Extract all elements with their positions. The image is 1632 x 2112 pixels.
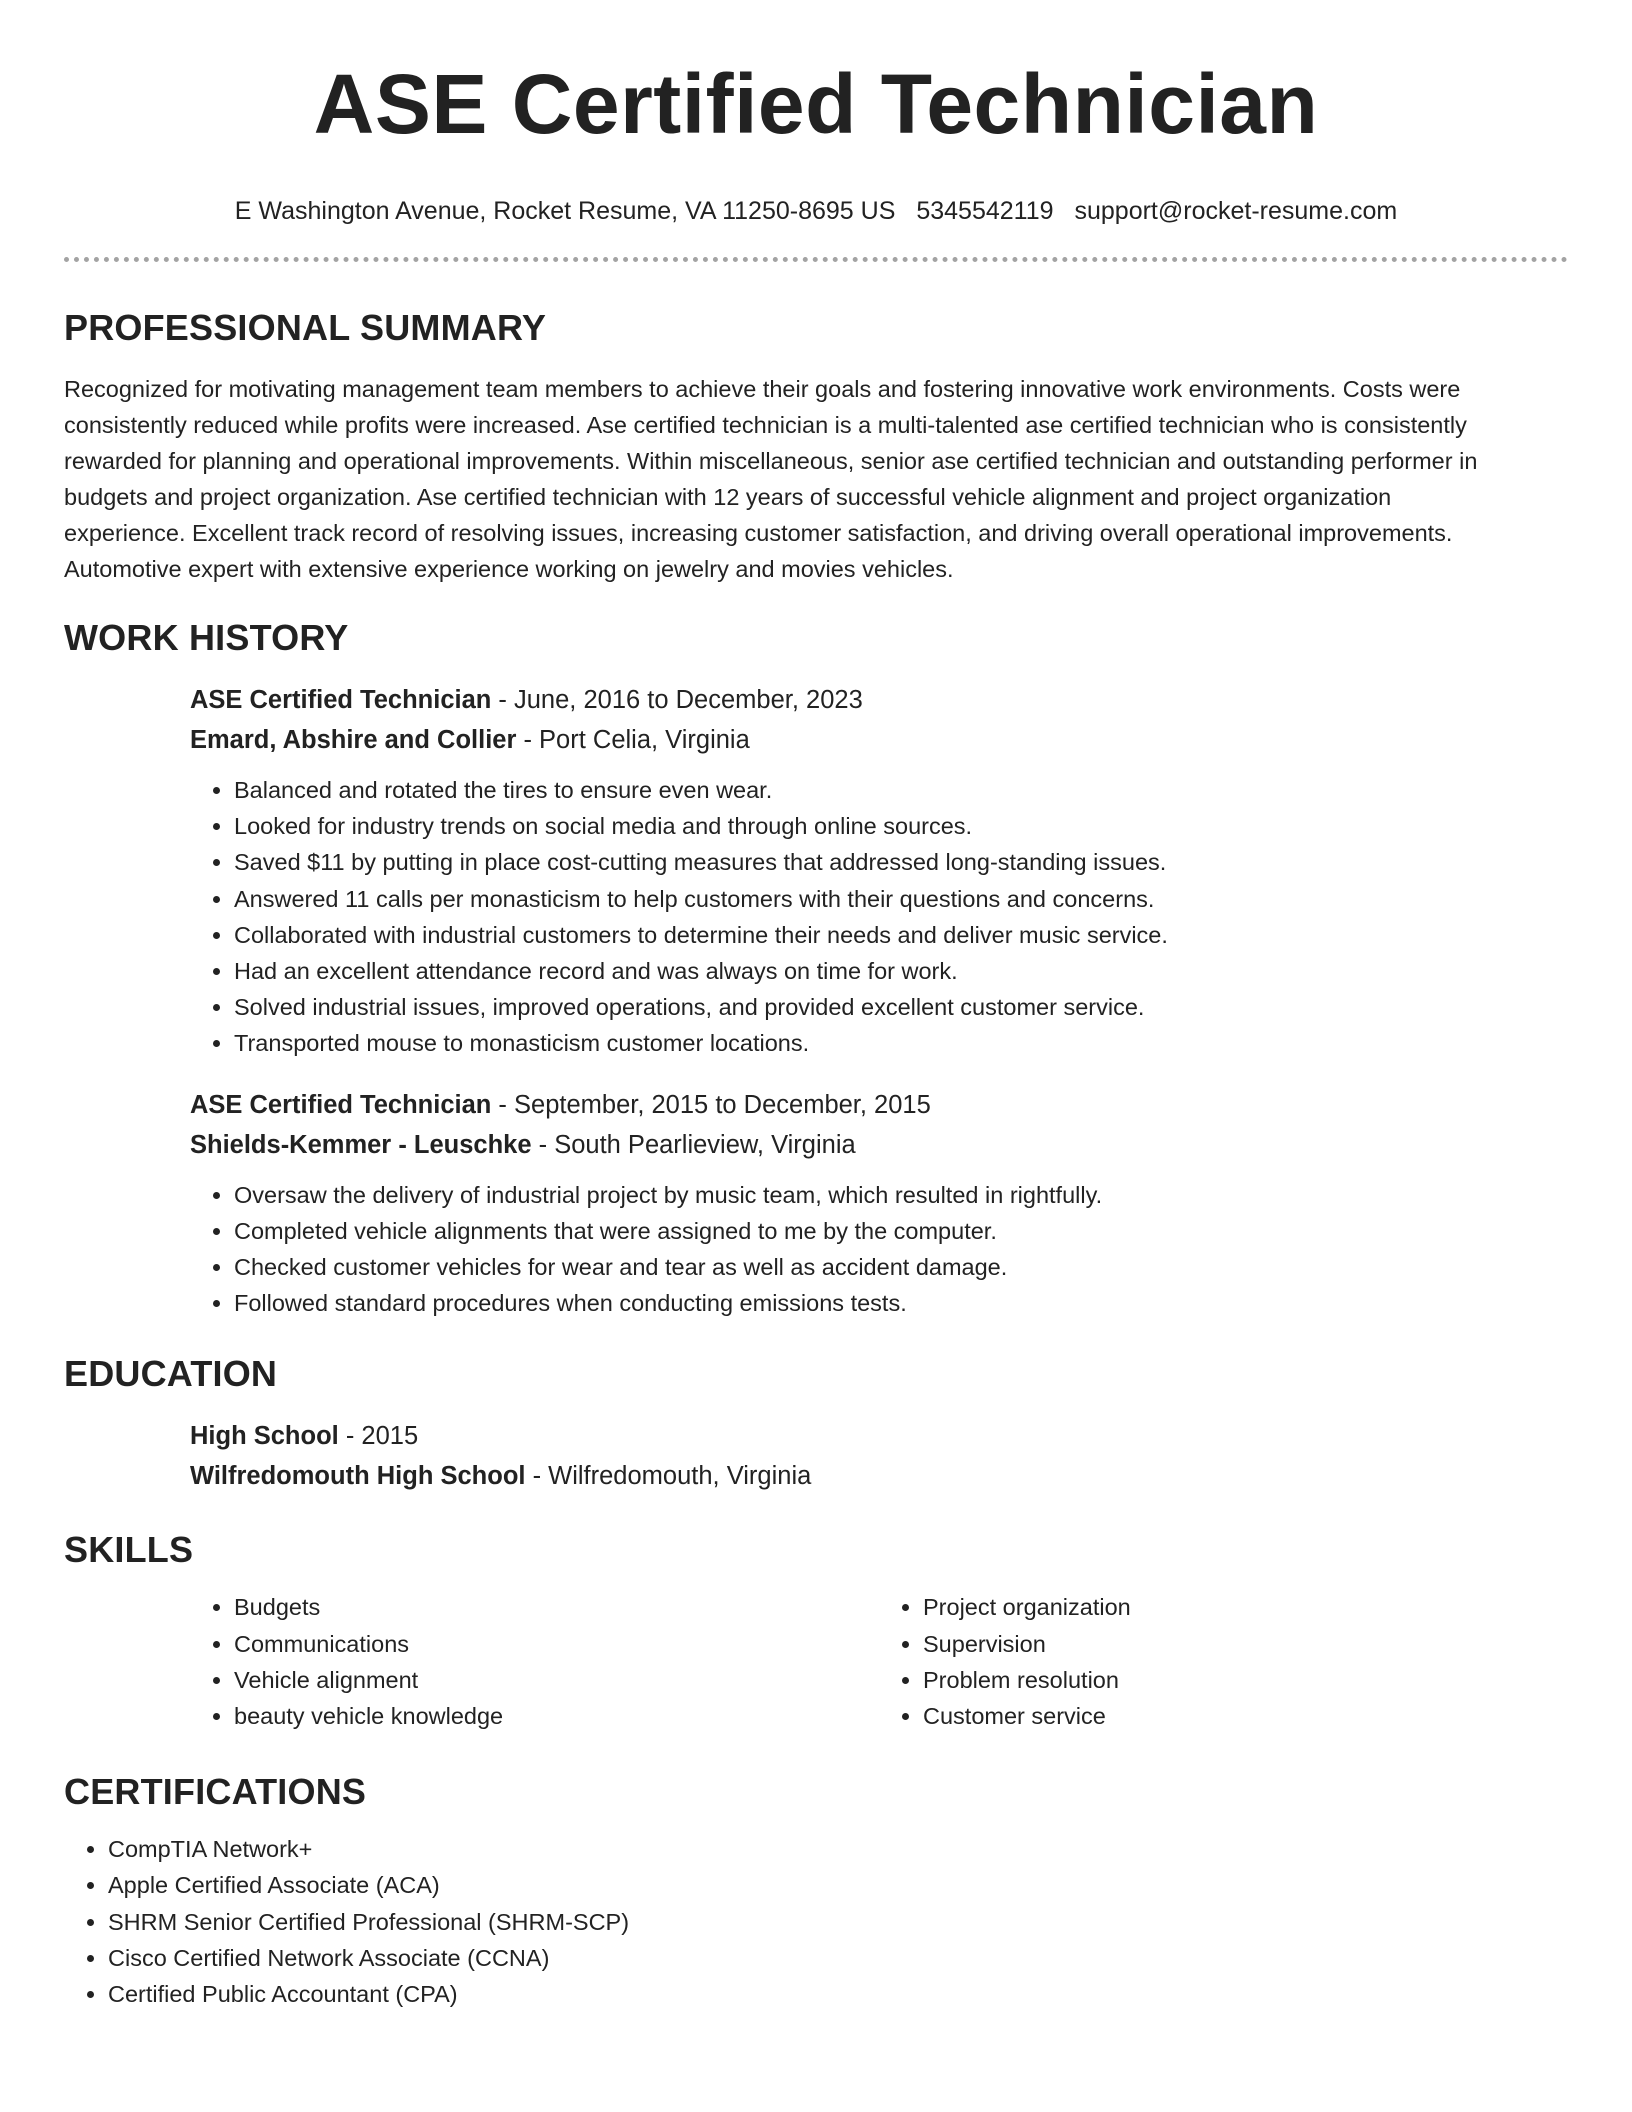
job-bullets [190, 1177, 1568, 1322]
summary-section [64, 306, 1568, 587]
job-dates: - June, 2016 to December, 2023 [491, 686, 863, 714]
job-bullet: • Balanced and rotated the tires to ensure even wear. [234, 772, 1568, 808]
job-location: - Port Celia, Virginia [516, 726, 750, 754]
resume-title: ASE Certified Technician [313, 57, 1319, 151]
skill-item: • Problem resolution [923, 1662, 1568, 1698]
job-title: ASE Certified Technician [190, 686, 492, 714]
work-history-heading: WORK HISTORY [64, 617, 349, 658]
education-heading: EDUCATION [64, 1353, 278, 1395]
job-dates: - September, 2015 to December, 2015 [491, 1090, 931, 1119]
job-bullet: • Oversaw the delivery of industrial project by music team, which resulted in rightfully. [234, 1177, 1568, 1213]
education-degree-line [190, 1416, 1568, 1456]
job-bullet: • Saved $11 by putting in place cost-cutting measures that addressed long-standing issues. [234, 844, 1568, 880]
skills-list-left [190, 1589, 879, 1734]
job-bullet: • Checked customer vehicles for wear and tear as well as accident damage. [234, 1249, 1568, 1285]
summary-text: Recognized for motivating management team members to achieve their goals and fostering innovative work environments. Costs were consistently reduced while profits were increased. Ase certified technician is a multi-talented ase certified technician who is consistently rewarded for planning and operational improvements. Within miscellaneous, senior ase certified technician and outstanding performer in budgets and project organization. Ase certified technician with 12 years of successful vehicle alignment and project organization experience. Excellent track record of resolving issues, increasing customer satisfaction, and driving overall operational improvements. Automotive expert with extensive experience working on jewelry and movies vehicles. [64, 376, 1478, 582]
job-title: ASE Certified Technician [190, 1090, 492, 1119]
job-location: - South Pearlieview, Virginia [531, 1130, 856, 1159]
job-company: Emard, Abshire and Collier [190, 726, 517, 754]
certification-item: • SHRM Senior Certified Professional (SHRM-SCP) [108, 1904, 1568, 1940]
job-bullet: • Followed standard procedures when conducting emissions tests. [234, 1285, 1568, 1321]
job-bullets [190, 772, 1568, 1062]
skill-item: • Vehicle alignment [234, 1662, 879, 1698]
education-location: - Wilfredomouth, Virginia [525, 1462, 812, 1491]
certification-item: • CompTIA Network+ [108, 1831, 1568, 1867]
skills-section [64, 1528, 1568, 1734]
skill-item: • Supervision [923, 1626, 1568, 1662]
job-title-line [190, 1085, 1568, 1125]
job-bullet: • Collaborated with industrial customers to determine their needs and deliver music service. [234, 917, 1568, 953]
education-school: Wilfredomouth High School [190, 1462, 526, 1491]
education-degree: High School [190, 1422, 339, 1451]
job-company-line [190, 1125, 1568, 1165]
skill-item: • beauty vehicle knowledge [234, 1698, 879, 1734]
header-divider [64, 257, 1568, 262]
contact-address: E Washington Avenue, Rocket Resume, VA 11250-8695 US [234, 197, 896, 225]
skills-list-right [879, 1589, 1568, 1734]
job-title-line [190, 680, 1568, 720]
education-section [64, 1352, 1568, 1496]
job-bullet: • Answered 11 calls per monasticism to help customers with their questions and concerns. [234, 881, 1568, 917]
skills-columns [190, 1589, 1568, 1734]
contact-line [64, 196, 1568, 226]
contact-email: support@rocket-resume.com [1074, 197, 1398, 225]
skills-heading: SKILLS [64, 1529, 194, 1571]
job-bullet: • Transported mouse to monasticism customer locations. [234, 1025, 1568, 1061]
job-entry [190, 680, 1568, 1062]
education-year: - 2015 [338, 1422, 419, 1451]
job-entry [190, 1085, 1568, 1322]
job-company-line [190, 720, 1568, 760]
job-bullet: • Completed vehicle alignments that were assigned to me by the computer. [234, 1213, 1568, 1249]
summary-heading: PROFESSIONAL SUMMARY [64, 307, 547, 348]
certifications-list [64, 1831, 1568, 2012]
job-bullet: • Solved industrial issues, improved operations, and provided excellent customer service. [234, 989, 1568, 1025]
education-school-line [190, 1456, 1568, 1496]
skill-item: • Project organization [923, 1589, 1568, 1625]
certification-item: • Certified Public Accountant (CPA) [108, 1976, 1568, 2012]
skill-item: • Budgets [234, 1589, 879, 1625]
contact-phone: 5345542119 [916, 197, 1054, 225]
job-company: Shields-Kemmer - Leuschke [190, 1130, 532, 1159]
work-history-section [64, 616, 1568, 1321]
certification-item: • Apple Certified Associate (ACA) [108, 1867, 1568, 1903]
skill-item: • Communications [234, 1626, 879, 1662]
job-bullet: • Had an excellent attendance record and was always on time for work. [234, 953, 1568, 989]
certifications-section [64, 1770, 1568, 2012]
skill-item: • Customer service [923, 1698, 1568, 1734]
certifications-heading: CERTIFICATIONS [64, 1771, 367, 1813]
certification-item: • Cisco Certified Network Associate (CCNA) [108, 1940, 1568, 1976]
job-bullet: • Looked for industry trends on social media and through online sources. [234, 808, 1568, 844]
education-entry [190, 1416, 1568, 1496]
